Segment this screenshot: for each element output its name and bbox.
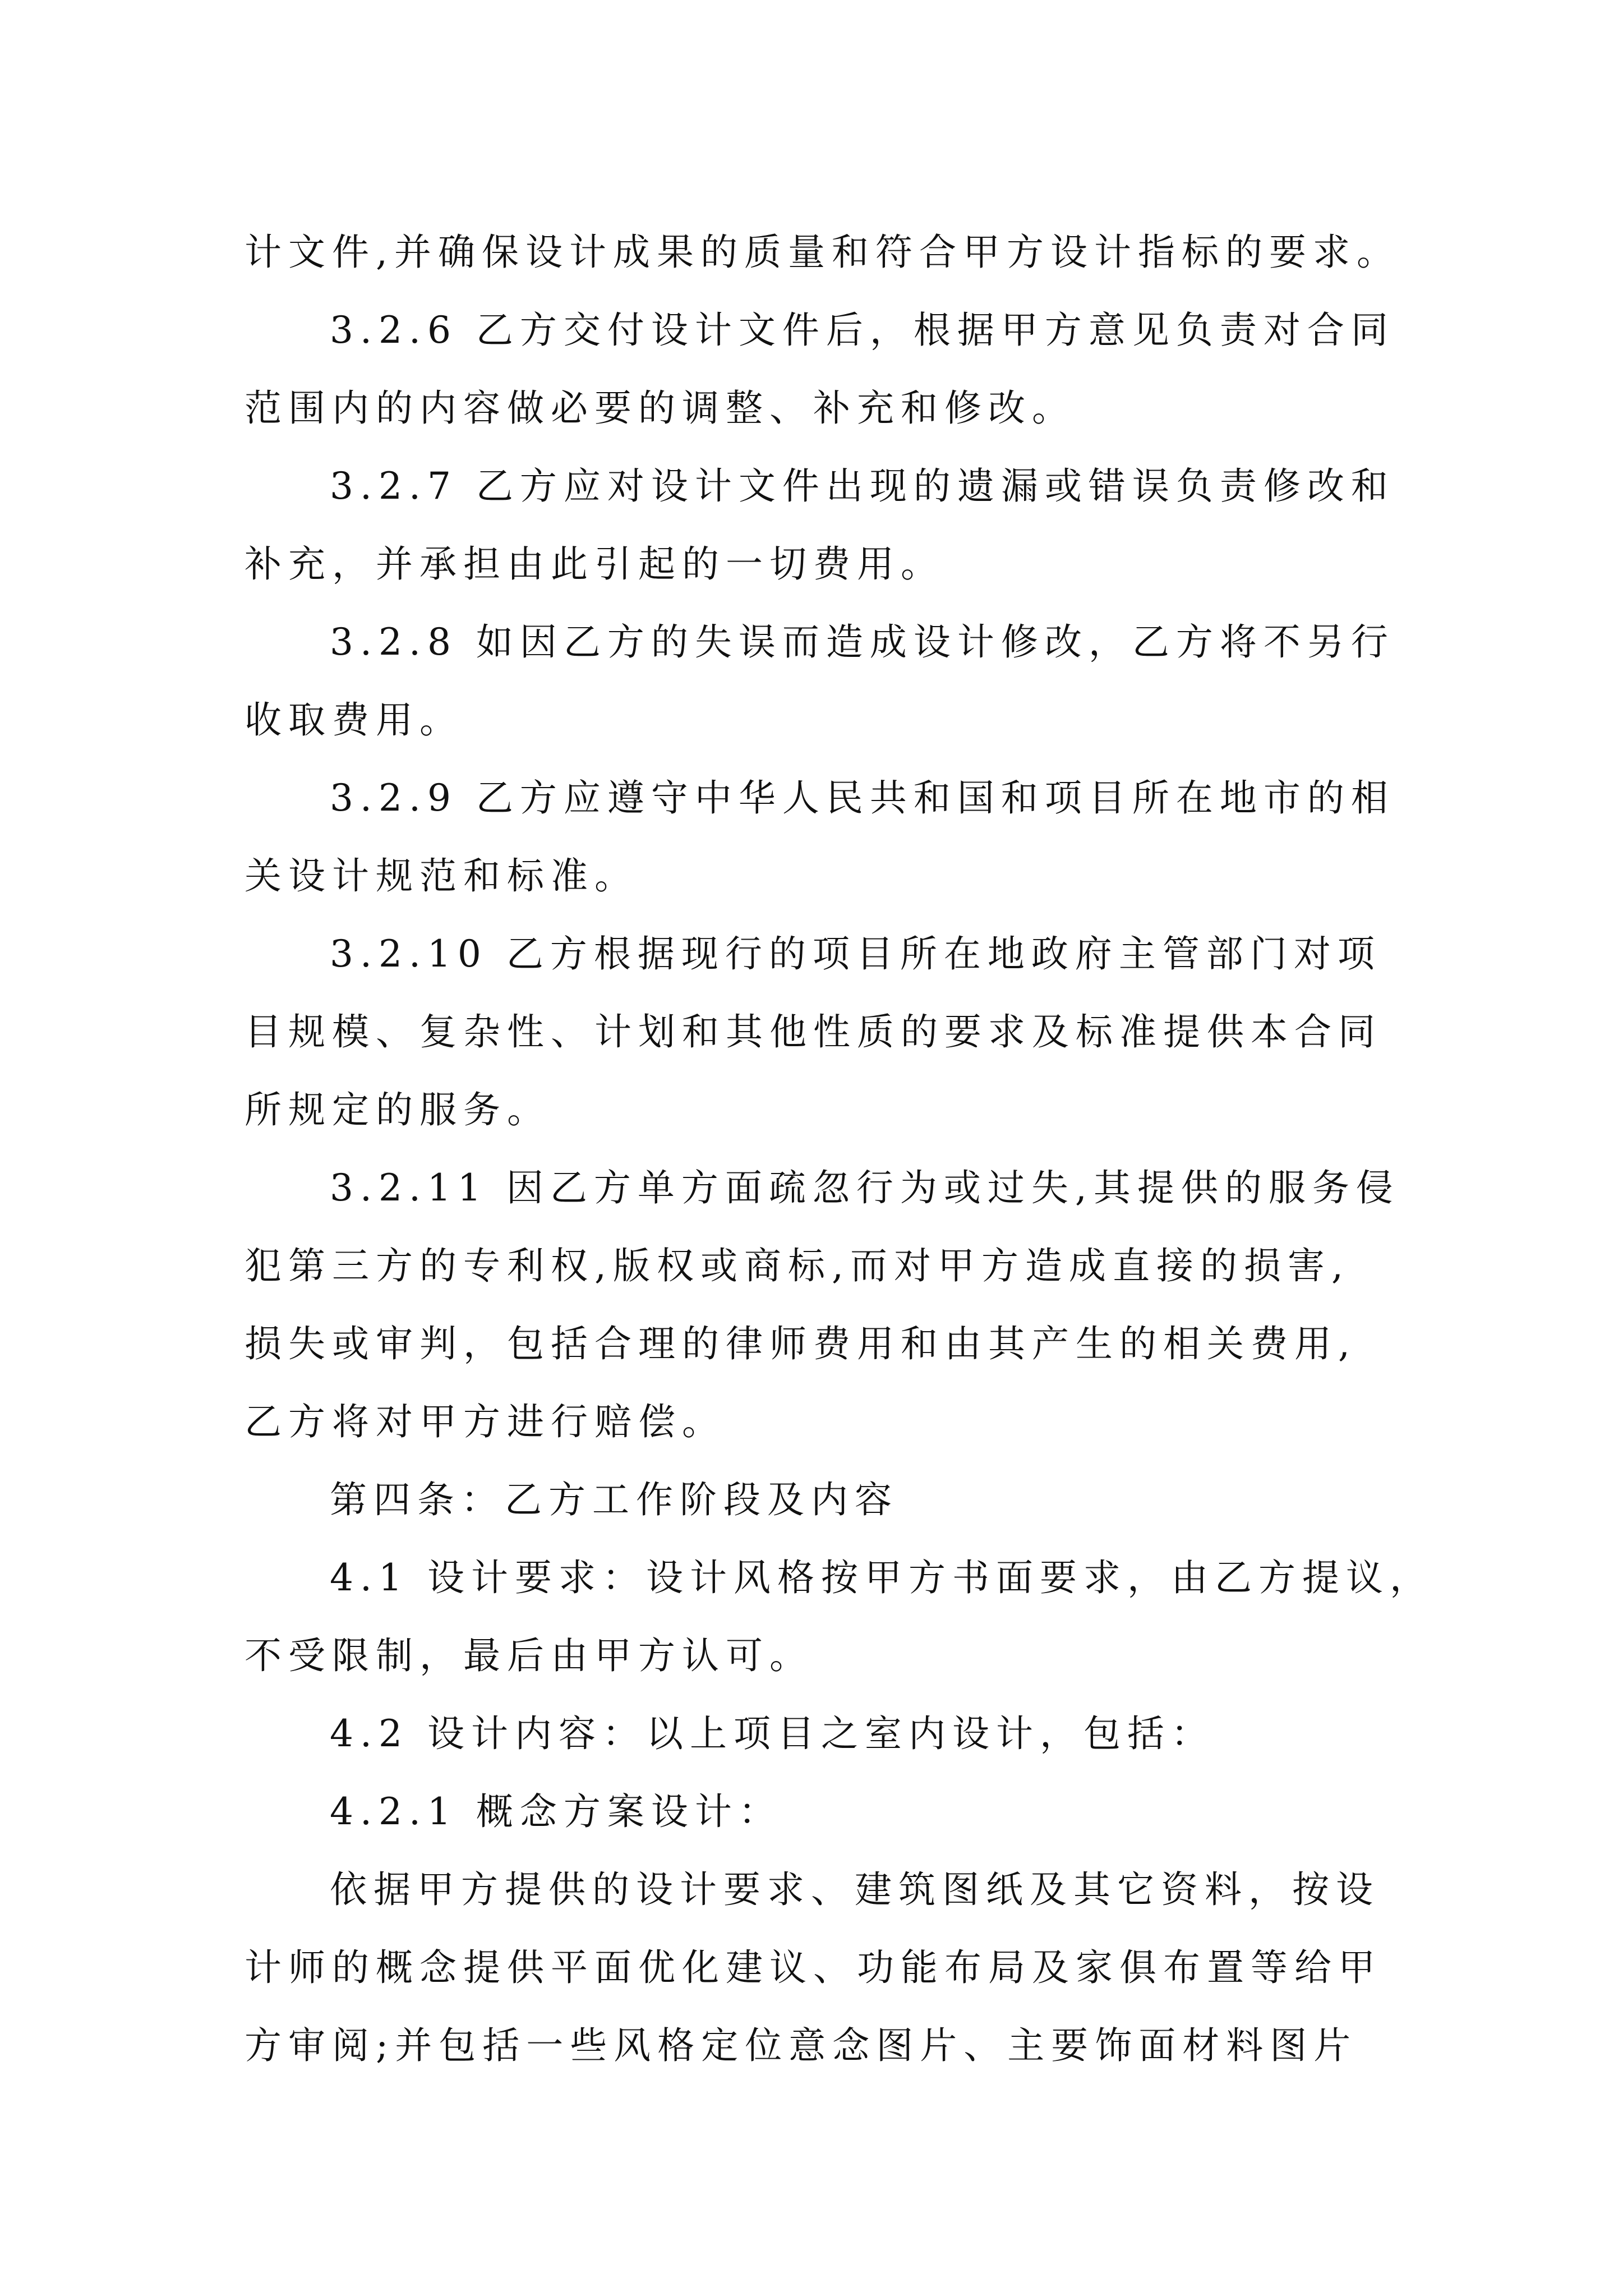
clause-3-2-10-line-2: 目规模、复杂性、计划和其他性质的要求及标准提供本合同 <box>245 1010 1382 1053</box>
article-4-heading: 第四条：乙方工作阶段及内容 <box>330 1478 898 1521</box>
clause-3-2-6-line-2: 范围内的内容做必要的调整、补充和修改。 <box>245 386 1076 430</box>
clause-4-1-line-2: 不受限制，最后由甲方认可。 <box>245 1634 813 1677</box>
clause-3-2-10-line-3: 所规定的服务。 <box>245 1088 551 1131</box>
paragraph-concept-line-1: 依据甲方提供的设计要求、建筑图纸及其它资料，按设 <box>330 1868 1380 1911</box>
clause-3-2-7-line-1: 3.2.7 乙方应对设计文件出现的遗漏或错误负责修改和 <box>330 464 1395 508</box>
clause-3-2-6-line-1: 3.2.6 乙方交付设计文件后，根据甲方意见负责对合同 <box>330 309 1395 352</box>
clause-3-2-9-line-1: 3.2.9 乙方应遵守中华人民共和国和项目所在地市的相 <box>330 776 1395 820</box>
clause-3-2-8-line-2: 收取费用。 <box>245 698 463 742</box>
paragraph-concept-line-2: 计师的概念提供平面优化建议、功能布局及家俱布置等给甲 <box>245 1946 1382 1989</box>
clause-3-2-11-line-1: 3.2.11 因乙方单方面疏忽行为或过失,其提供的服务侵 <box>330 1166 1400 1209</box>
text-line-1: 计文件,并确保设计成果的质量和符合甲方设计指标的要求。 <box>245 231 1400 274</box>
clause-3-2-11-line-4: 乙方将对甲方进行赔偿。 <box>245 1400 726 1443</box>
clause-4-1-line-1: 4.1 设计要求：设计风格按甲方书面要求，由乙方提议， <box>330 1556 1433 1599</box>
paragraph-concept-line-3: 方审阅;并包括一些风格定位意念图片、主要饰面材料图片 <box>245 2024 1358 2067</box>
clause-4-2-1-line-1: 4.2.1 概念方案设计： <box>330 1790 782 1833</box>
clause-4-2-line-1: 4.2 设计内容：以上项目之室内设计，包括： <box>330 1712 1215 1755</box>
clause-3-2-10-line-1: 3.2.10 乙方根据现行的项目所在地政府主管部门对项 <box>330 932 1381 976</box>
contract-text-body <box>245 213 1433 2085</box>
clause-3-2-11-line-2: 犯第三方的专利权,版权或商标,而对甲方造成直接的损害, <box>245 1244 1350 1287</box>
clause-3-2-11-line-3: 损失或审判，包括合理的律师费用和由其产生的相关费用, <box>245 1322 1357 1365</box>
clause-3-2-7-line-2: 补充，并承担由此引起的一切费用。 <box>245 542 944 586</box>
clause-3-2-9-line-2: 关设计规范和标准。 <box>245 854 638 898</box>
clause-3-2-8-line-1: 3.2.8 如因乙方的失误而造成设计修改，乙方将不另行 <box>330 620 1395 664</box>
